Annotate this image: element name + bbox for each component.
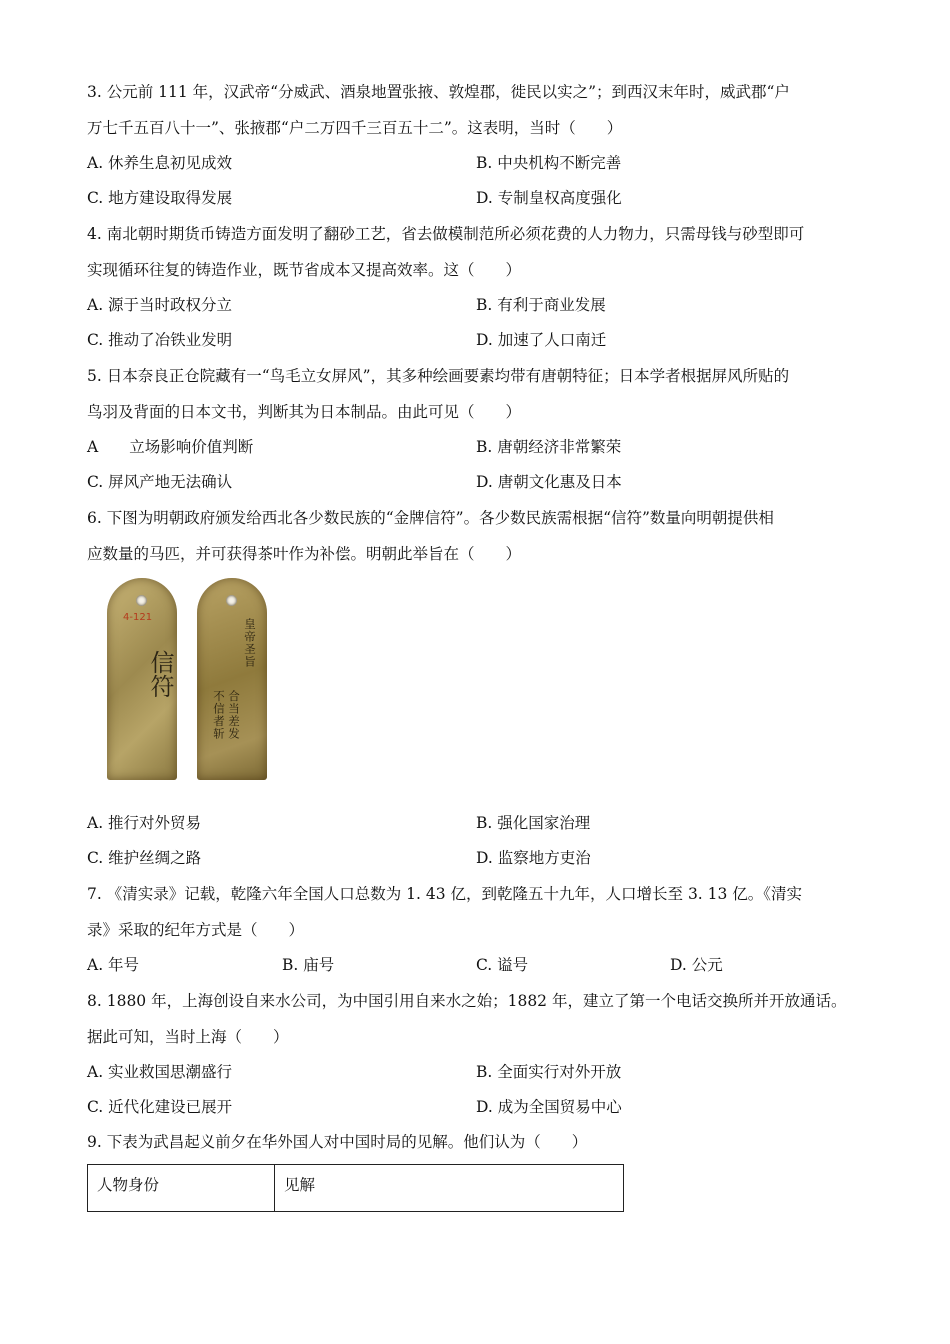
- tally-back-inscription-mid: 合当差发: [227, 690, 241, 740]
- q6-option-c[interactable]: C. 维护丝绸之路: [87, 849, 202, 867]
- q6-option-a[interactable]: A. 推行对外贸易: [87, 814, 202, 832]
- q8-stem-line2: 据此可知，当时上海（ ）: [87, 1028, 289, 1046]
- q3-option-a[interactable]: A. 休养生息初见成效: [87, 154, 233, 172]
- q5-option-b[interactable]: B. 唐朝经济非常繁荣: [476, 438, 622, 456]
- q7-option-b[interactable]: B. 庙号: [282, 956, 335, 974]
- q7-option-d[interactable]: D. 公元: [670, 956, 723, 974]
- q6-stem-line2: 应数量的马匹，并可获得茶叶作为补偿。明朝此举旨在（ ）: [87, 545, 522, 563]
- tally-hole-icon: [226, 595, 237, 606]
- tally-back-inscription-left: 不信者斩: [212, 690, 226, 740]
- q8-stem-line1: 8. 1880 年，上海创设自来水公司，为中国引用自来水之始；1882 年，建立了第一个电话交换所并开放通话。: [87, 992, 847, 1010]
- q4-stem-line2: 实现循环往复的铸造作业，既节省成本又提高效率。这（ ）: [87, 261, 522, 279]
- q7-option-a[interactable]: A. 年号: [87, 956, 140, 974]
- q3-option-b[interactable]: B. 中央机构不断完善: [476, 154, 622, 172]
- q3-stem-line2: 万七千五百八十一”、张掖郡“户二万四千三百五十二”。这表明，当时（ ）: [87, 119, 623, 137]
- q7-stem-line2: 录》采取的纪年方式是（ ）: [87, 921, 305, 939]
- tally-back-inscription-right: 皇帝圣旨: [243, 618, 257, 668]
- q5-stem-line2: 鸟羽及背面的日本文书，判断其为日本制品。由此可见（ ）: [87, 403, 522, 421]
- q5-option-a[interactable]: A 立场影响价值判断: [87, 438, 254, 456]
- q9-table: [87, 1164, 624, 1212]
- q5-stem-line1: 5. 日本奈良正仓院藏有一“鸟毛立女屏风”，其多种绘画要素均带有唐朝特征；日本学者根据屏风所贴的: [87, 367, 790, 385]
- q8-option-d[interactable]: D. 成为全国贸易中心: [476, 1098, 622, 1116]
- tally-back-image: [197, 578, 267, 780]
- q7-stem-line1: 7. 《清实录》记载，乾隆六年全国人口总数为 1. 43 亿，到乾隆五十九年，人口增长至 3. 13 亿。《清实: [87, 885, 803, 903]
- table-header-row: [88, 1165, 624, 1212]
- tally-ink-mark: 4-121: [123, 612, 153, 623]
- q4-stem-line1: 4. 南北朝时期货币铸造方面发明了翻砂工艺，省去做模制范所必须花费的人力物力，只需母钱与砂型即可: [87, 225, 805, 243]
- table-header-view: 见解: [275, 1165, 624, 1212]
- q3-option-d[interactable]: D. 专制皇权高度强化: [476, 189, 622, 207]
- q4-option-a[interactable]: A. 源于当时政权分立: [87, 296, 233, 314]
- tally-hole-icon: [136, 595, 147, 606]
- q6-stem-line1: 6. 下图为明朝政府颁发给西北各少数民族的“金牌信符”。各少数民族需根据“信符”数量向明朝提供相: [87, 509, 774, 527]
- q8-option-b[interactable]: B. 全面实行对外开放: [476, 1063, 622, 1081]
- q8-option-c[interactable]: C. 近代化建设已展开: [87, 1098, 233, 1116]
- q6-option-d[interactable]: D. 监察地方吏治: [476, 849, 591, 867]
- q5-option-d[interactable]: D. 唐朝文化惠及日本: [476, 473, 622, 491]
- q4-option-b[interactable]: B. 有利于商业发展: [476, 296, 606, 314]
- table-header-identity: 人物身份: [88, 1165, 275, 1212]
- q3-stem-line1: 3. 公元前 111 年，汉武帝“分威武、酒泉地置张掖、敦煌郡，徙民以实之”；到西汉末年时，威武郡“户: [87, 83, 790, 101]
- q3-option-c[interactable]: C. 地方建设取得发展: [87, 189, 233, 207]
- q4-option-d[interactable]: D. 加速了人口南迁: [476, 331, 607, 349]
- tally-front-inscription: 信符: [146, 650, 174, 698]
- q7-option-c[interactable]: C. 谥号: [476, 956, 529, 974]
- q9-stem-line1: 9. 下表为武昌起义前夕在华外国人对中国时局的见解。他们认为（ ）: [87, 1133, 588, 1151]
- q8-option-a[interactable]: A. 实业救国思潮盛行: [87, 1063, 233, 1081]
- q4-option-c[interactable]: C. 推动了冶铁业发明: [87, 331, 233, 349]
- tally-front-image: [107, 578, 177, 780]
- q5-option-c[interactable]: C. 屏风产地无法确认: [87, 473, 233, 491]
- q6-option-b[interactable]: B. 强化国家治理: [476, 814, 591, 832]
